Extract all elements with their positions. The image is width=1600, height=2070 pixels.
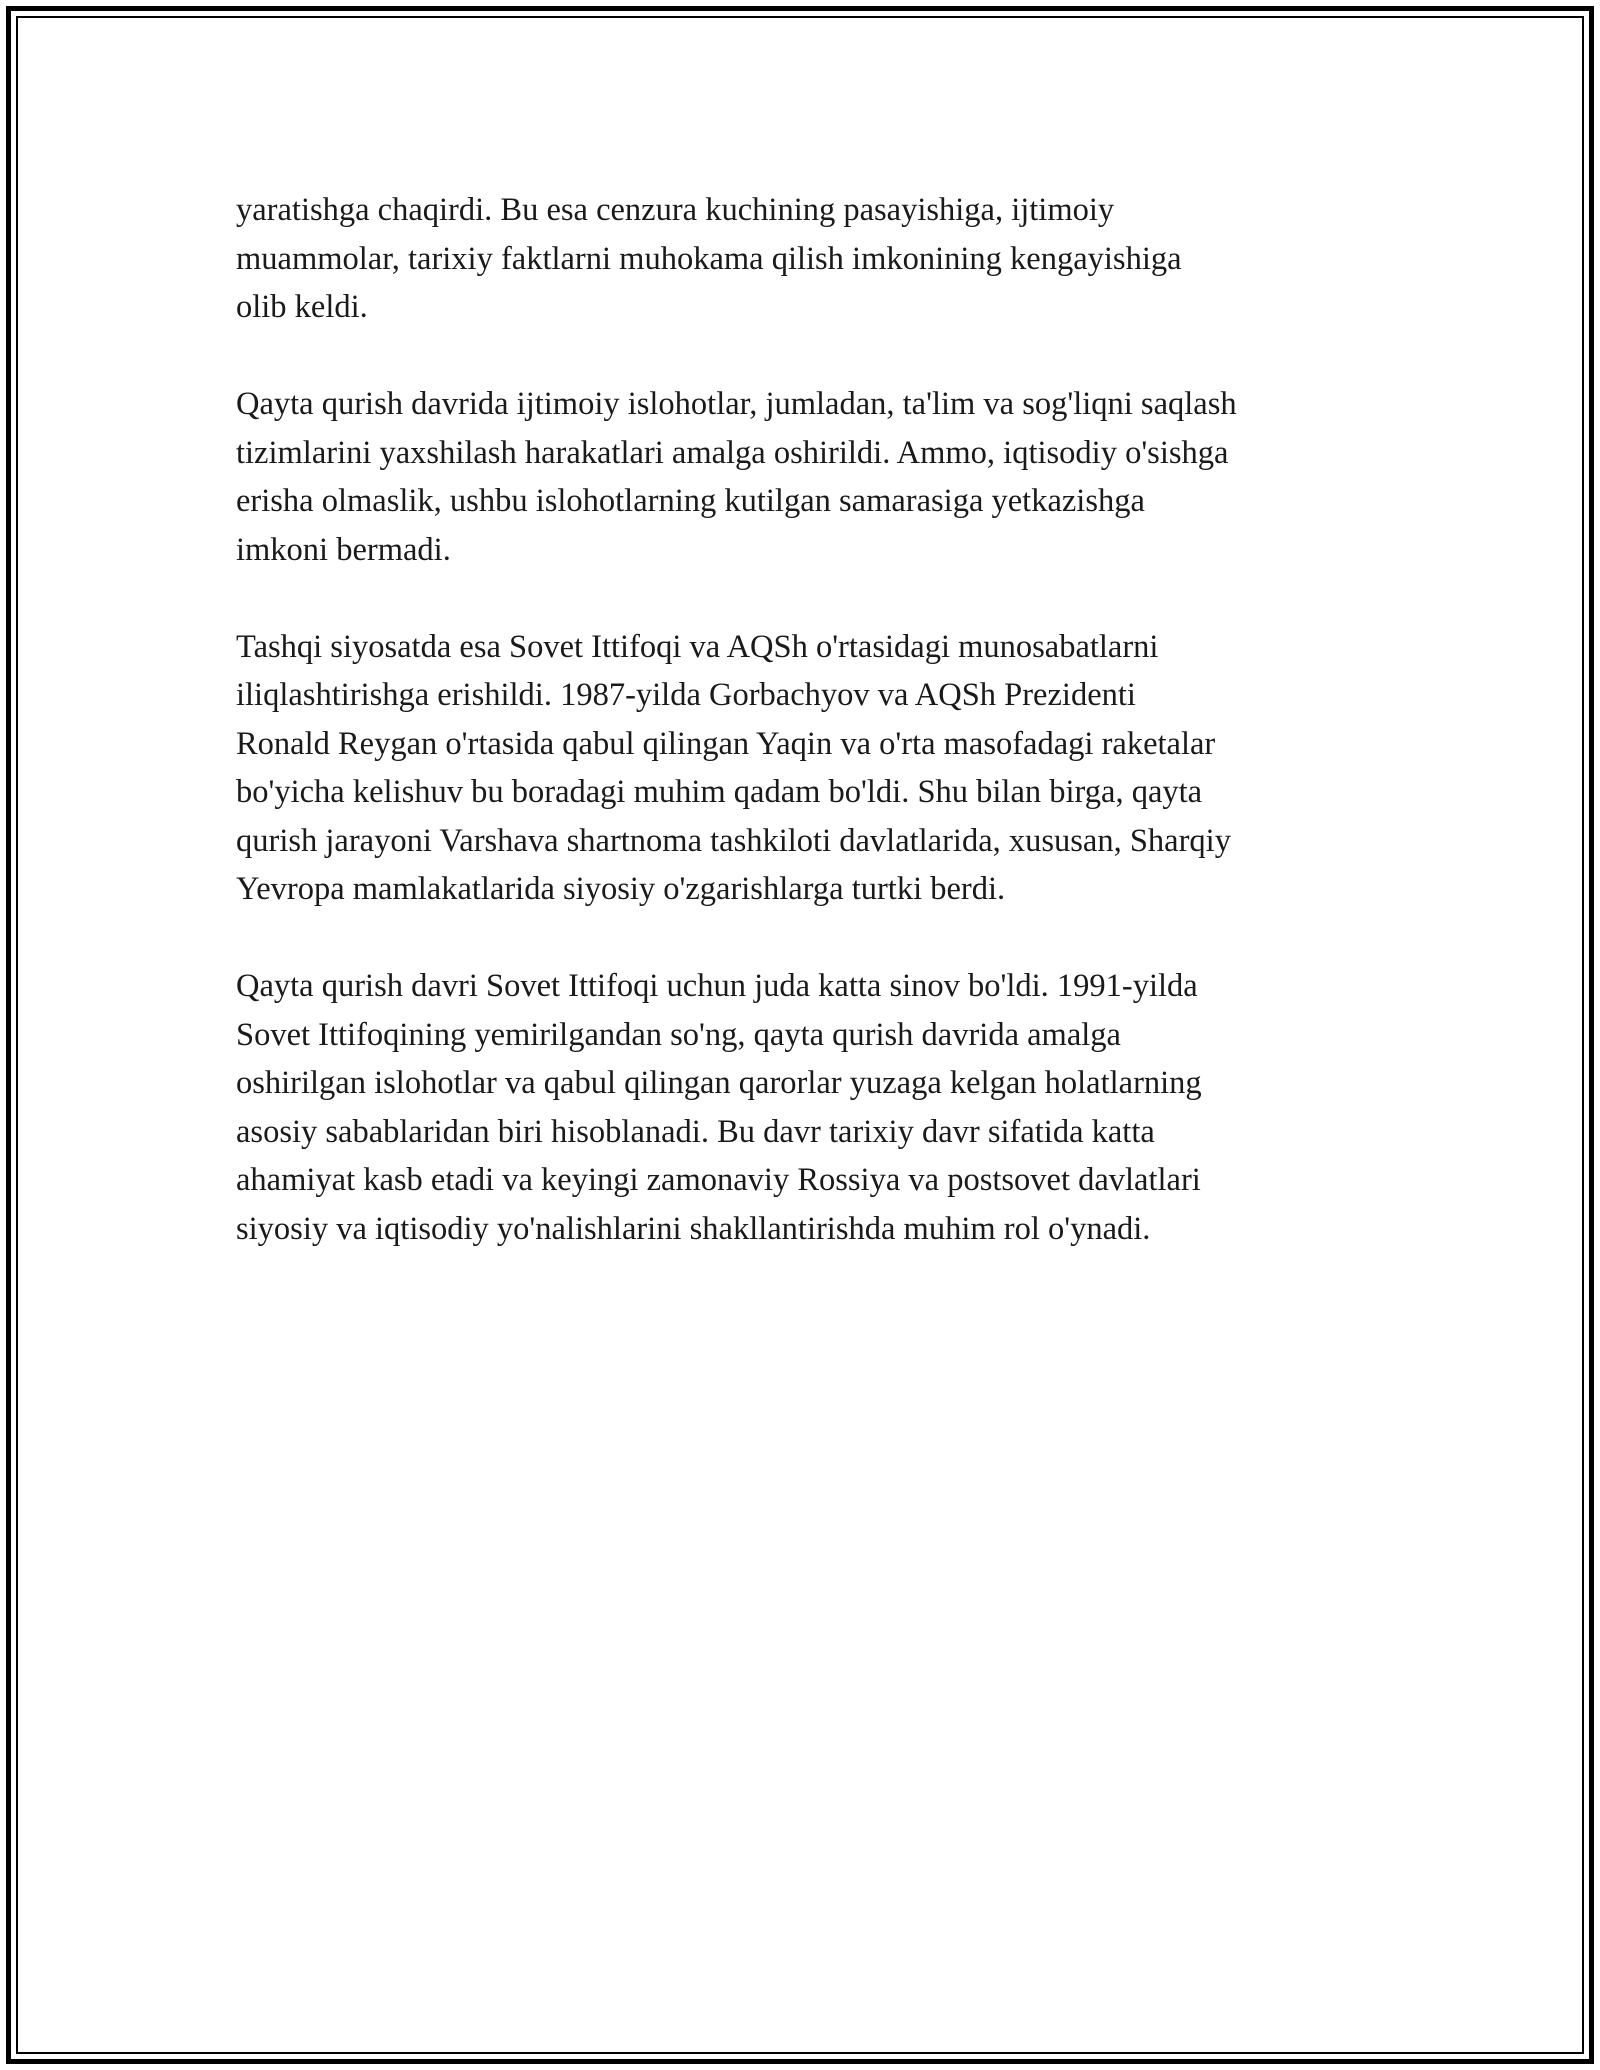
text-line: qurish jarayoni Varshava shartnoma tashkiloti davlatlarida, xususan, Sharqiy <box>236 822 1231 859</box>
text-line: Ronald Reygan o'rtasida qabul qilingan Yaqin va o'rta masofadagi raketalar <box>236 725 1216 762</box>
text-line: imkoni bermadi. <box>236 531 451 568</box>
paragraph-4 <box>236 962 1416 1253</box>
text-line: yaratishga chaqirdi. Bu esa cenzura kuchining pasayishiga, ijtimoiy <box>236 192 1115 228</box>
document-body <box>236 186 1416 1302</box>
text-line: Tashqi siyosatda esa Sovet Ittifoqi va AQSh o'rtasidagi munosabatlarni <box>236 628 1159 665</box>
text-line: Qayta qurish davri Sovet Ittifoqi uchun juda katta sinov bo'ldi. 1991-yilda <box>236 968 1198 1004</box>
text-line: bo'yicha kelishuv bu boradagi muhim qadam bo'ldi. Shu bilan birga, qayta <box>236 774 1203 810</box>
paragraph-2 <box>236 380 1416 574</box>
paragraph-3 <box>236 623 1416 914</box>
text-line: olib keldi. <box>236 289 368 325</box>
text-line: Yevropa mamlakatlarida siyosiy o'zgarishlarga turtki berdi. <box>236 871 1006 907</box>
text-line: muammolar, tarixiy faktlarni muhokama qilish imkonining kengayishiga <box>236 240 1182 277</box>
text-line: asosiy sabablaridan biri hisoblanadi. Bu davr tarixiy davr sifatida katta <box>236 1113 1155 1150</box>
text-line: iliqlashtirishga erishildi. 1987-yilda Gorbachyov va AQSh Prezidenti <box>236 677 1136 713</box>
paragraph-1 <box>236 186 1416 332</box>
text-line: Qayta qurish davrida ijtimoiy islohotlar, jumladan, ta'lim va sog'liqni saqlash <box>236 386 1237 422</box>
text-line: siyosiy va iqtisodiy yo'nalishlarini shakllantirishda muhim rol o'ynadi. <box>236 1210 1151 1247</box>
text-line: tizimlarini yaxshilash harakatlari amalga oshirildi. Ammo, iqtisodiy o'sishga <box>236 434 1229 471</box>
text-line: ahamiyat kasb etadi va keyingi zamonaviy Rossiya va postsovet davlatlari <box>236 1162 1201 1198</box>
text-line: Sovet Ittifoqining yemirilgandan so'ng, qayta qurish davrida amalga <box>236 1016 1121 1053</box>
text-line: erisha olmaslik, ushbu islohotlarning kutilgan samarasiga yetkazishga <box>236 483 1145 519</box>
text-line: oshirilgan islohotlar va qabul qilingan qarorlar yuzaga kelgan holatlarning <box>236 1065 1202 1101</box>
